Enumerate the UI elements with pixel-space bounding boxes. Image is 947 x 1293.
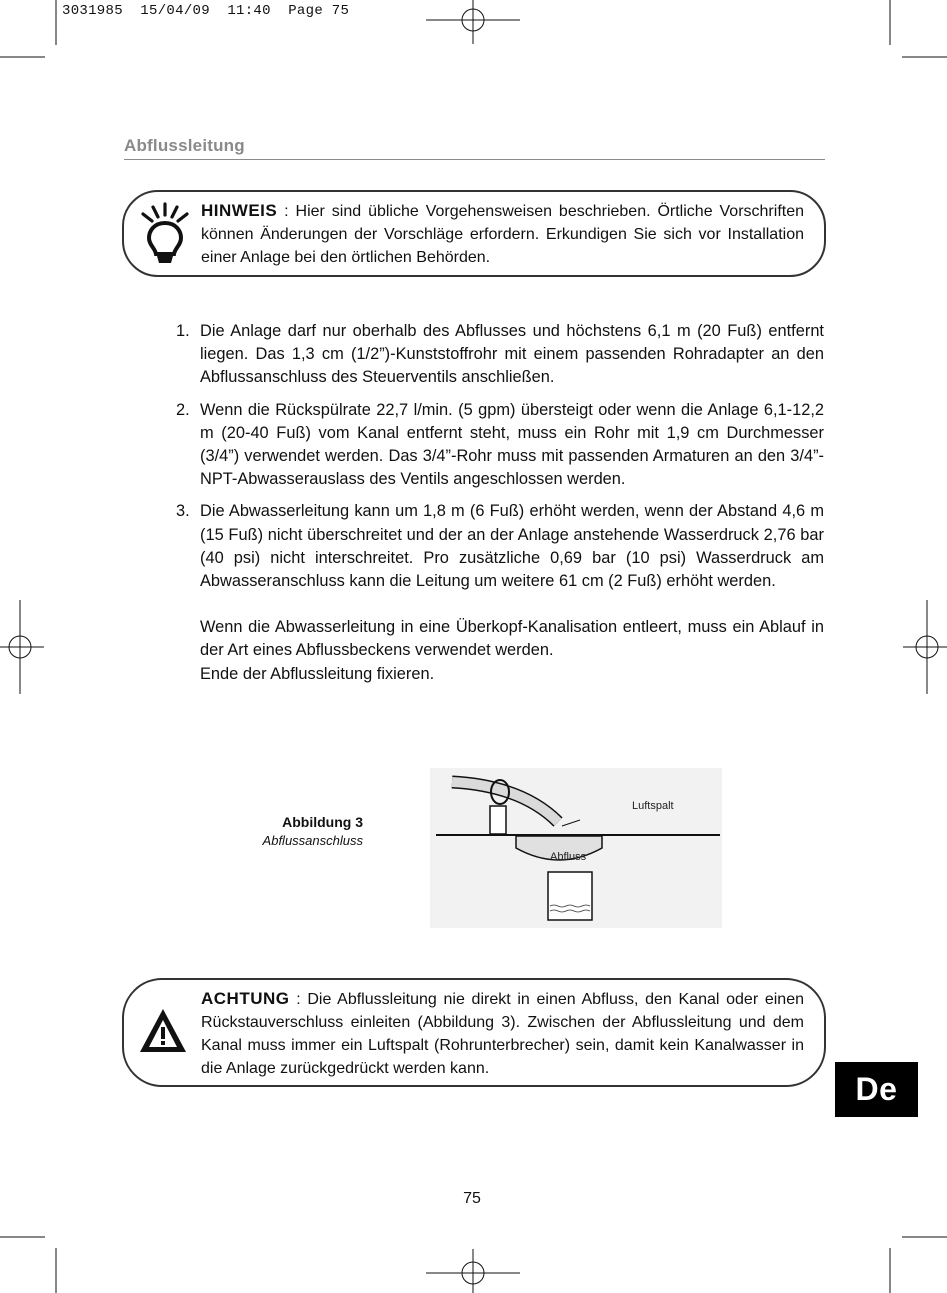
list-item [176, 399, 824, 492]
warning-triangle-icon [138, 1006, 188, 1056]
step-note: Wenn die Abwasserleitung in eine Überkopf-Kanalisation entleert, muss ein Ablauf in der Art eines Abflussbeckens verwendet werden. [200, 618, 824, 660]
list-item [176, 500, 824, 685]
warning-text [201, 987, 804, 1080]
airgap-label: Luftspalt [632, 800, 674, 812]
page-number: 75 [463, 1190, 481, 1207]
step-text: Die Abwasserleitung kann um 1,8 m (6 Fuß) erhöht werden, wenn der Abstand 4,6 m (15 Fuß) nicht überschreitet und der an der Anlage anstehende Wasserdruck 2,76 bar (40 psi) nicht interschreitet. Pro zusätzliche 0,69 bar (10 psi) Wasserdruck am Abwasseranschluss kann die Leitung um weitere 61 cm (2 Fuß) erhöht werden. [200, 502, 824, 591]
drain-pipe [548, 872, 592, 920]
step-number: 1. [176, 322, 190, 340]
figure-title: Abbildung 3 [282, 814, 363, 830]
note-label: HINWEIS [201, 201, 278, 220]
list-item [176, 320, 824, 390]
drain-diagram [430, 768, 722, 928]
step-number: 2. [176, 400, 190, 419]
step-text: Wenn die Rückspülrate 22,7 l/min. (5 gpm) übersteigt oder wenn die Anlage 6,1-12,2 m (20-40 Fuß) vom Kanal entfernt steht, muss ein Rohr mit 1,9 cm Durchmesser (3/4”) verwendet werden. Das 3/4”-Rohr muss mit passenden Armaturen an den 3/4”-NPT-Abwasserauslass des Ventils angeschlossen werden. [200, 400, 824, 489]
warning-label: ACHTUNG [201, 989, 290, 1008]
figure-subtitle: Abflussanschluss [262, 833, 363, 848]
warning-body: : Die Abflussleitung nie direkt in einen Abfluss, den Kanal oder einen Rückstauverschluss einleiten (Abbildung 3). Zwischen der Abflussleitung und dem Kanal muss immer ein Luftspalt (Rohrunterbrecher) sein, damit kein Kanalwasser in die Anlage zurückgedrückt werden kann. [201, 991, 804, 1077]
steps-list [176, 320, 824, 695]
print-slug: 3031985 15/04/09 11:40 Page 75 [62, 3, 350, 19]
lightbulb-icon [140, 202, 190, 264]
section-title: Abflussleitung [124, 136, 245, 155]
title-rule [124, 159, 825, 160]
language-tab: De [835, 1062, 918, 1117]
drain-label: Abfluss [550, 851, 587, 863]
note-text [201, 199, 804, 269]
support-post [490, 806, 506, 834]
note-body: : Hier sind übliche Vorgehensweisen beschrieben. Örtliche Vorschriften können Änderungen der Vorschläge erfordern. Erkundigen Sie sich vor Installation einer Anlage bei den örtlichen Behörden. [201, 203, 804, 266]
step-note-end: Ende der Abflussleitung fixieren. [200, 664, 435, 683]
note-box [122, 190, 826, 277]
step-number: 3. [176, 502, 190, 521]
warning-box [122, 978, 826, 1087]
step-text: Die Anlage darf nur oberhalb des Abflusses und höchstens 6,1 m (20 Fuß) entfernt liegen. Das 1,3 cm (1/2”)-Kunststoffrohr mit einem passenden Rohradapter an den Abflussanschluss des Steuerventils anschließen. [200, 322, 824, 387]
